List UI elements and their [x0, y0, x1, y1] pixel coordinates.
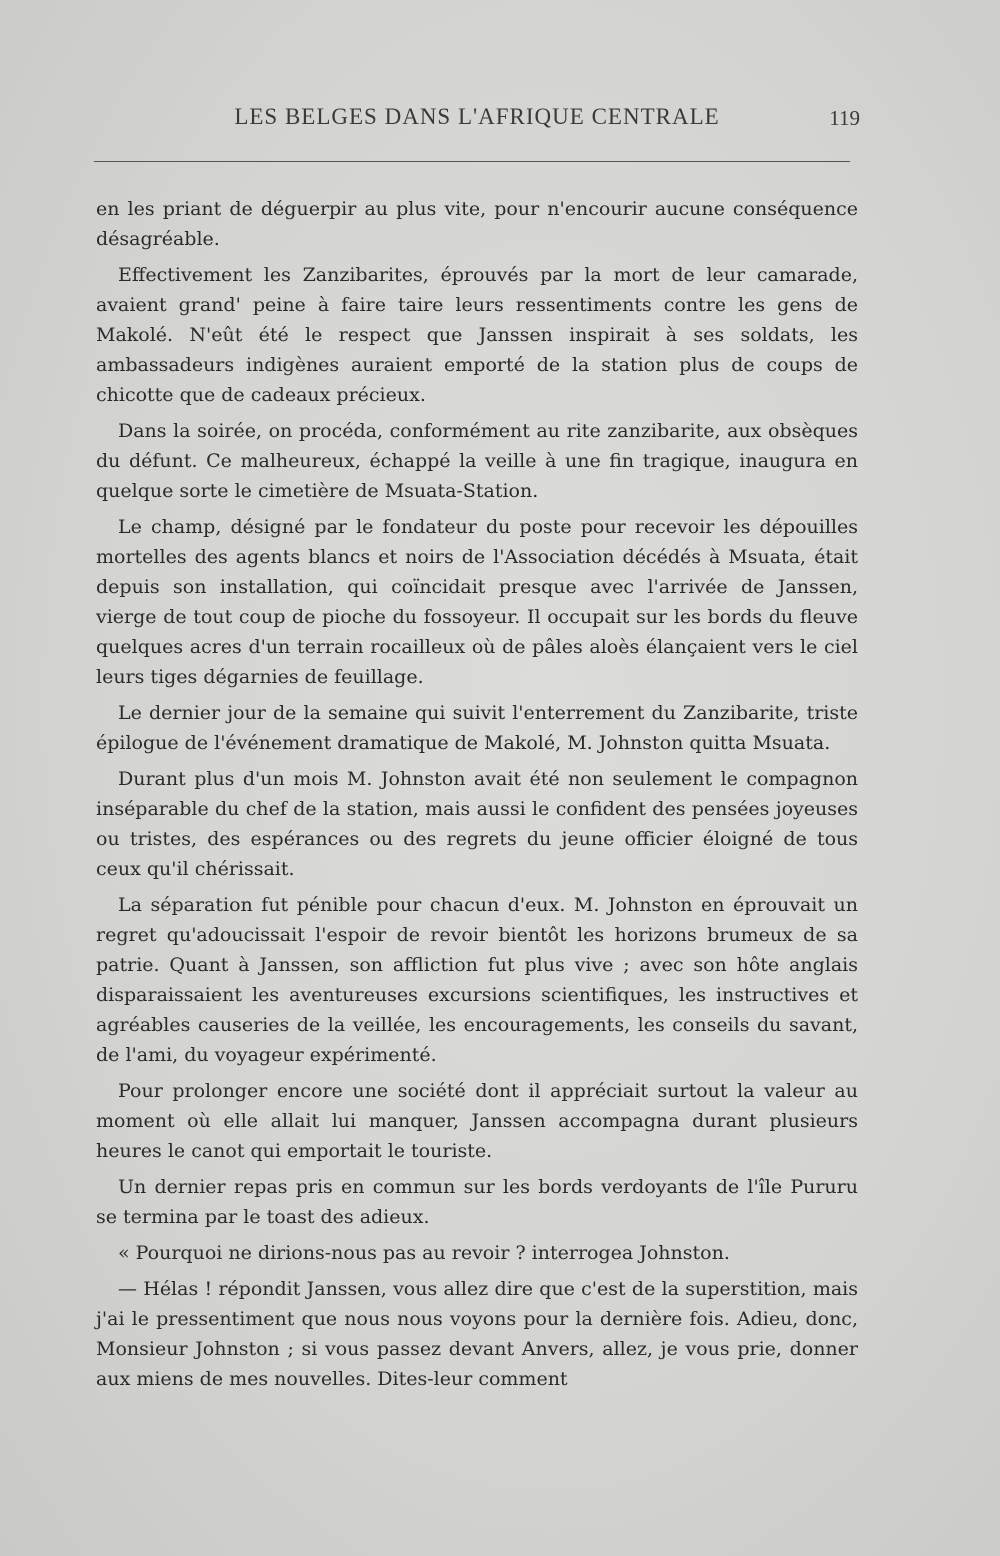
- paragraph-4: Le champ, désigné par le fondateur du poste pour recevoir les dépouilles mortelles des agents blancs et noirs de l'Association décédés à Msuata, était depuis son installation, qui coïncidait presque avec l'arrivée de Janssen, vierge de tout coup de pioche du fossoyeur. Il occupait sur les bords du fleuve quelques acres d'un terrain rocailleux où de pâles aloès élançaient vers le ciel leurs tiges dégarnies de feuillage.: [96, 516, 858, 688]
- paragraph-7: La séparation fut pénible pour chacun d'eux. M. Johnston en éprouvait un regret qu'adoucissait l'espoir de revoir bientôt les horizons brumeux de sa patrie. Quant à Janssen, son affliction fut plus vive ; avec son hôte anglais disparaissaient les aventureuses excursions scientifiques, les instructives et agréables causeries de la veillée, les encouragements, les conseils du savant, de l'ami, du voyageur expérimenté.: [96, 894, 858, 1066]
- paragraph-8: Pour prolonger encore une société dont il appréciait surtout la valeur au moment où elle allait lui manquer, Janssen accompagna durant plusieurs heures le canot qui emportait le touriste.: [96, 1080, 858, 1162]
- paragraph-2: Effectivement les Zanzibarites, éprouvés par la mort de leur camarade, avaient grand' peine à faire taire leurs ressentiments contre les gens de Makolé. N'eût été le respect que Janssen inspirait à ses soldats, les ambassadeurs indigènes auraient emporté de la station plus de coups de chicotte que de cadeaux précieux.: [96, 264, 858, 406]
- paragraph-11: — Hélas ! répondit Janssen, vous allez dire que c'est de la superstition, mais j'ai le pressentiment que nous nous voyons pour la dernière fois. Adieu, donc, Monsieur Johnston ; si vous passez devant Anvers, allez, je vous prie, donner aux miens de mes nouvelles. Dites-leur comment: [96, 1278, 858, 1390]
- paragraph-9: Un dernier repas pris en commun sur les bords verdoyants de l'île Pururu se termina par le toast des adieux.: [96, 1176, 858, 1228]
- page-number: 119: [829, 106, 860, 130]
- header-rule: [94, 161, 850, 162]
- paragraph-3: Dans la soirée, on procéda, conformément au rite zanzibarite, aux obsèques du défunt. Ce malheureux, échappé la veille à une fin tragique, inaugura en quelque sorte le cimetière de Msuata-Station.: [96, 420, 858, 502]
- running-head: [94, 104, 860, 140]
- paragraph-1: en les priant de déguerpir au plus vite, pour n'encourir aucune conséquence désagréable.: [96, 198, 858, 250]
- running-title: LES BELGES DANS L'AFRIQUE CENTRALE: [234, 104, 720, 129]
- body-text: [96, 194, 858, 1400]
- paragraph-10: « Pourquoi ne dirions-nous pas au revoir ? interrogea Johnston.: [118, 1242, 730, 1264]
- paragraph-5: Le dernier jour de la semaine qui suivit l'enterrement du Zanzibarite, triste épilogue de l'événement dramatique de Makolé, M. Johnston quitta Msuata.: [96, 702, 858, 754]
- paragraph-6: Durant plus d'un mois M. Johnston avait été non seulement le compagnon inséparable du chef de la station, mais aussi le confident des pensées joyeuses ou tristes, des espérances ou des regrets du jeune officier éloigné de tous ceux qu'il chérissait.: [96, 768, 858, 880]
